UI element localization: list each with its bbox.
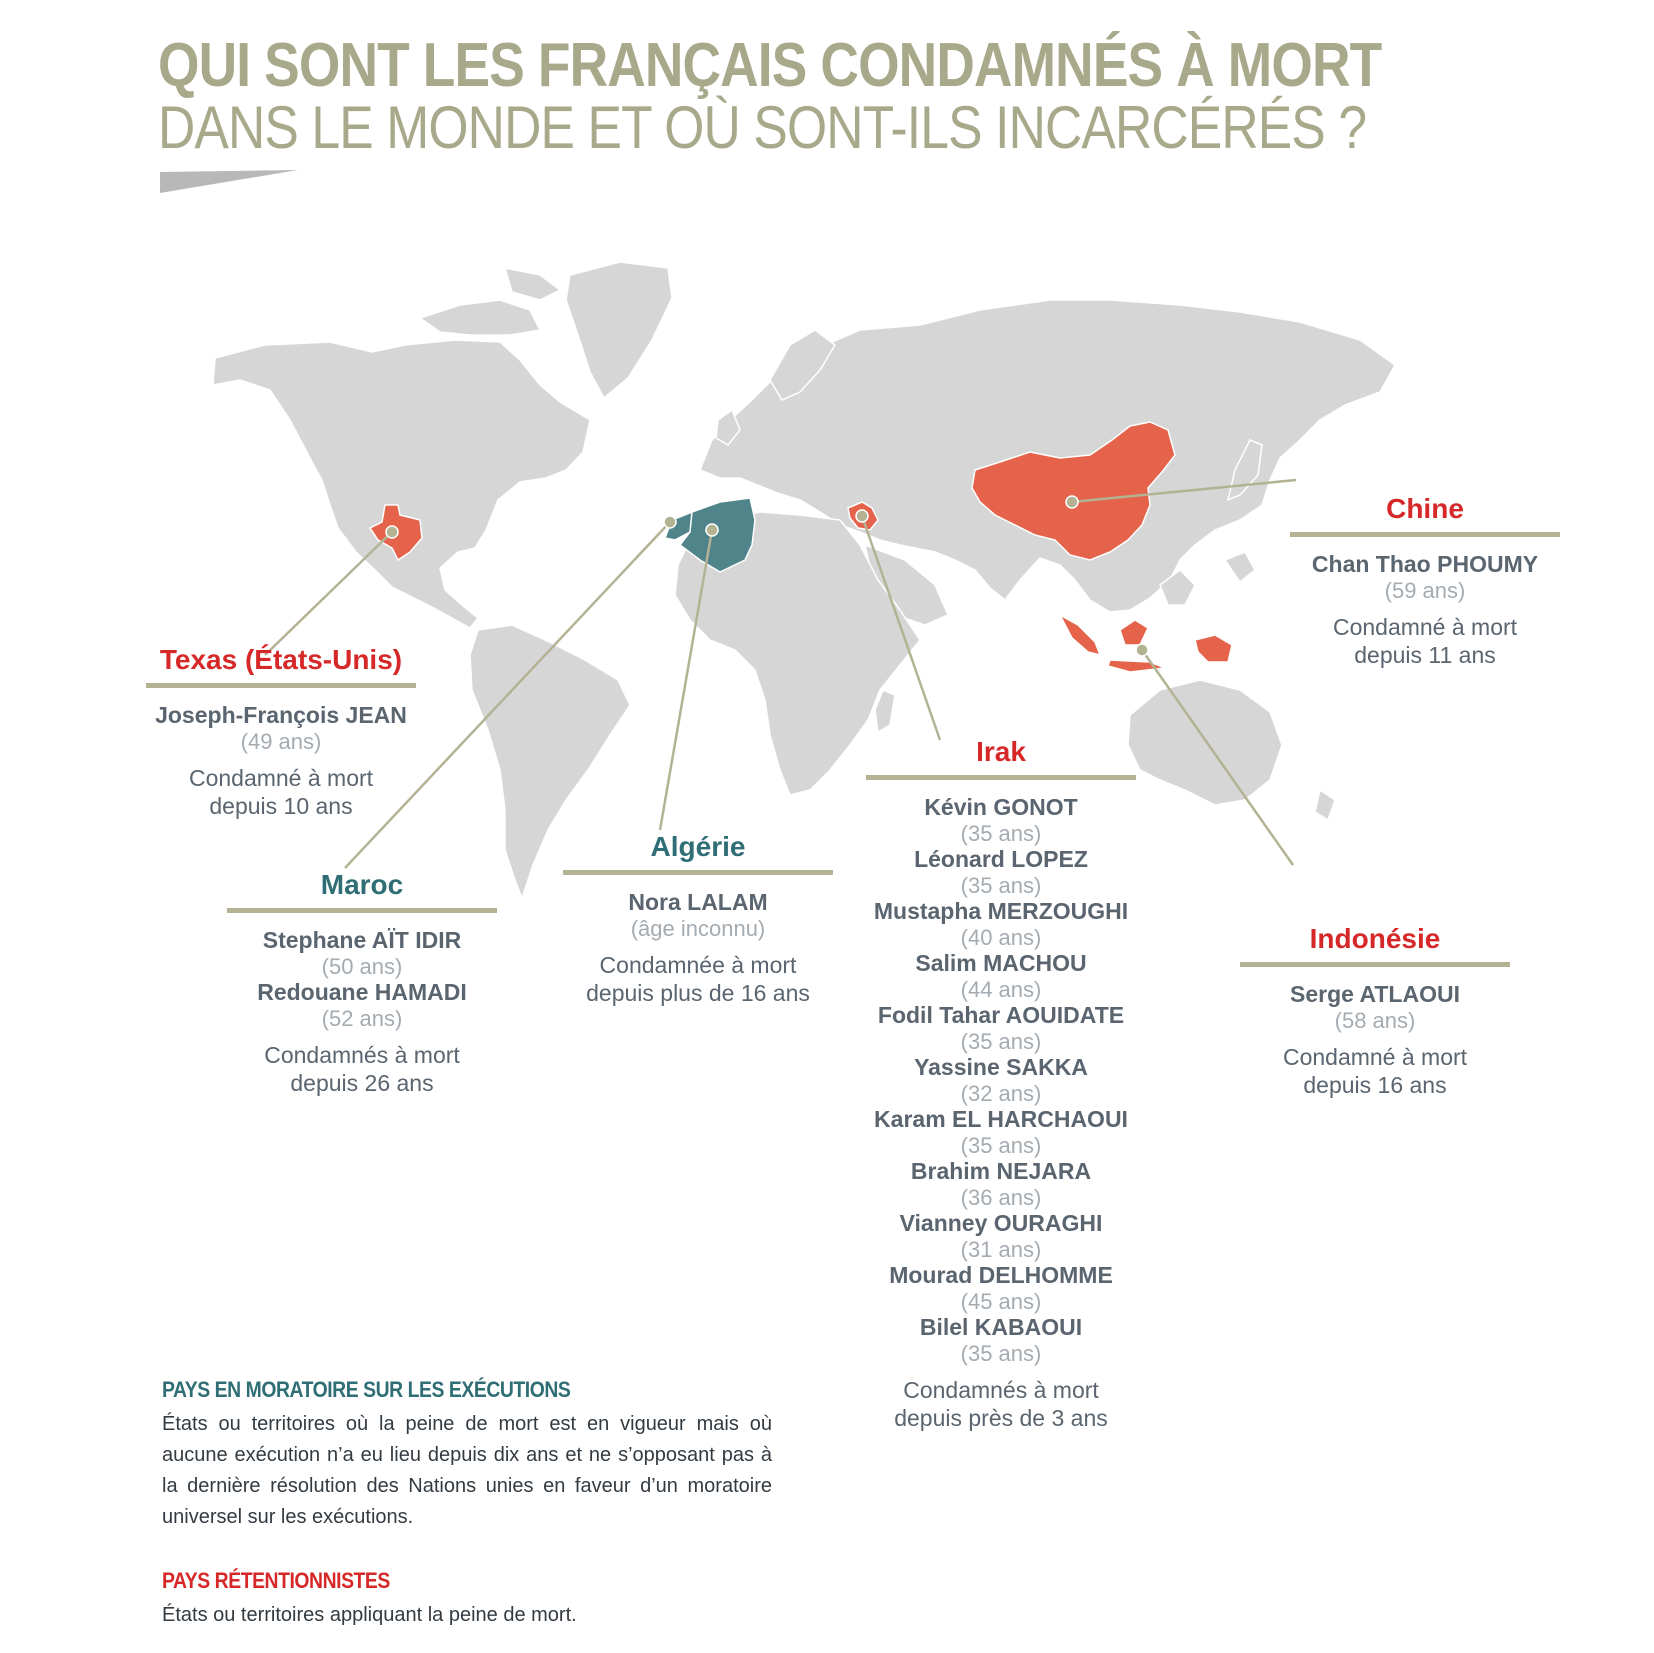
person-age: (35 ans): [960, 821, 1042, 846]
person-name: Joseph-François JEAN: [155, 702, 407, 728]
person-entry: [866, 1054, 1136, 1106]
person-entry: [866, 1262, 1136, 1314]
country-label-indonesie: Indonésie: [1309, 923, 1441, 954]
country-label-maroc: Maroc: [320, 869, 404, 900]
person-age: (49 ans): [240, 729, 322, 754]
north-america-landmass: [213, 340, 590, 628]
person-entry: [866, 1106, 1136, 1158]
marker-irak: [856, 510, 868, 522]
person-name: Léonard LOPEZ: [914, 846, 1088, 872]
country-rule: [146, 683, 416, 688]
new-zealand-landmass: [1315, 790, 1335, 820]
person-entry: [866, 794, 1136, 846]
indonesia-highlight: [1060, 615, 1232, 672]
person-entry: [866, 950, 1136, 1002]
sentence-note: Condamné à mort depuis 16 ans: [1282, 1044, 1468, 1098]
person-name: Fodil Tahar AOUIDATE: [877, 1002, 1125, 1028]
person-name: Kévin GONOT: [924, 794, 1078, 820]
person-age: (36 ans): [960, 1185, 1042, 1210]
marker-chine: [1066, 496, 1078, 508]
person-age: (58 ans): [1334, 1008, 1416, 1033]
person-entry: [146, 702, 416, 754]
sentence-note: Condamnés à mort depuis près de 3 ans: [894, 1377, 1108, 1431]
person-age: (35 ans): [960, 1341, 1042, 1366]
person-age: (âge inconnu): [630, 916, 766, 941]
sentence-note: Condamné à mort depuis 10 ans: [188, 765, 374, 819]
person-name: Vianney OURAGHI: [899, 1210, 1103, 1236]
country-rule: [227, 908, 497, 913]
person-age: (35 ans): [960, 873, 1042, 898]
person-age: (45 ans): [960, 1289, 1042, 1314]
country-label-irak: Irak: [976, 736, 1026, 767]
legend-retentionist: [162, 1568, 772, 1631]
marker-maroc: [664, 516, 676, 528]
arctic-islands-landmass: [420, 268, 560, 335]
case-block-algerie: [563, 830, 833, 1007]
person-name: Redouane HAMADI: [257, 979, 467, 1005]
person-name: Mustapha MERZOUGHI: [873, 898, 1129, 924]
person-entry: [227, 979, 497, 1031]
case-block-irak: [866, 735, 1136, 1432]
person-entry: [1240, 981, 1510, 1033]
person-name: Yassine SAKKA: [914, 1054, 1088, 1080]
person-age: (52 ans): [321, 1006, 403, 1031]
australia-landmass: [1128, 680, 1282, 805]
person-entry: [1290, 551, 1560, 603]
person-age: (32 ans): [960, 1081, 1042, 1106]
country-label-texas: Texas (États-Unis): [159, 644, 403, 675]
country-rule: [563, 870, 833, 875]
person-entry: [866, 1314, 1136, 1366]
page-subtitle: DANS LE MONDE ET OÙ SONT-ILS INCARCÉRÉS ?: [158, 94, 1367, 161]
marker-indonesie: [1136, 644, 1148, 656]
case-block-texas: [146, 643, 416, 820]
person-name: Brahim NEJARA: [910, 1158, 1092, 1184]
person-name: Bilel KABAOUI: [919, 1314, 1083, 1340]
marker-algerie: [706, 524, 718, 536]
legend-retentionist-text: États ou territoires appliquant la peine de mort.: [162, 1604, 577, 1626]
case-block-chine: [1290, 492, 1560, 669]
person-age: (40 ans): [960, 925, 1042, 950]
person-entry: [227, 927, 497, 979]
person-age: (31 ans): [960, 1237, 1042, 1262]
person-name: Salim MACHOU: [915, 950, 1087, 976]
legend-moratorium-heading: PAYS EN MORATOIRE SUR LES EXÉCUTIONS: [162, 1377, 571, 1402]
legend-retentionist-heading: PAYS RÉTENTIONNISTES: [162, 1568, 390, 1593]
case-block-indonesie: [1240, 922, 1510, 1099]
person-name: Stephane AÏT IDIR: [262, 927, 462, 953]
person-name: Serge ATLAOUI: [1290, 981, 1460, 1007]
country-rule: [1290, 532, 1560, 537]
sentence-note: Condamnée à mort depuis plus de 16 ans: [586, 952, 810, 1006]
legend-moratorium-text: États ou territoires où la peine de mort est en vigueur mais où aucune exécution n’a eu lieu depuis dix ans et ne s’opposant pas à la dernière résolution des Nations unies en faveur d’un moratoire universel sur les exécutions.: [162, 1413, 772, 1528]
person-name: Chan Thao PHOUMY: [1311, 551, 1539, 577]
case-block-maroc: [227, 868, 497, 1097]
person-age: (50 ans): [321, 954, 403, 979]
person-name: Mourad DELHOMME: [889, 1262, 1113, 1288]
person-age: (35 ans): [960, 1029, 1042, 1054]
person-age: (59 ans): [1384, 578, 1466, 603]
country-rule: [1240, 962, 1510, 967]
sentence-note: Condamnés à mort depuis 26 ans: [264, 1042, 460, 1096]
page-title: QUI SONT LES FRANÇAIS CONDAMNÉS À MORT: [158, 31, 1382, 100]
leader-line-texas: [265, 532, 392, 655]
greenland-landmass: [566, 262, 672, 398]
person-name: Karam EL HARCHAOUI: [874, 1106, 1128, 1132]
person-name: Nora LALAM: [628, 889, 768, 915]
person-entry: [866, 1210, 1136, 1262]
person-age: (44 ans): [960, 977, 1042, 1002]
person-entry: [866, 1002, 1136, 1054]
person-age: (35 ans): [960, 1133, 1042, 1158]
legend-moratorium: [162, 1377, 772, 1533]
country-label-algerie: Algérie: [650, 831, 746, 862]
person-entry: [866, 1158, 1136, 1210]
country-rule: [866, 775, 1136, 780]
sentence-note: Condamné à mort depuis 11 ans: [1332, 614, 1518, 668]
country-label-chine: Chine: [1386, 493, 1464, 524]
marker-texas: [386, 526, 398, 538]
person-entry: [866, 846, 1136, 898]
person-entry: [563, 889, 833, 941]
person-entry: [866, 898, 1136, 950]
